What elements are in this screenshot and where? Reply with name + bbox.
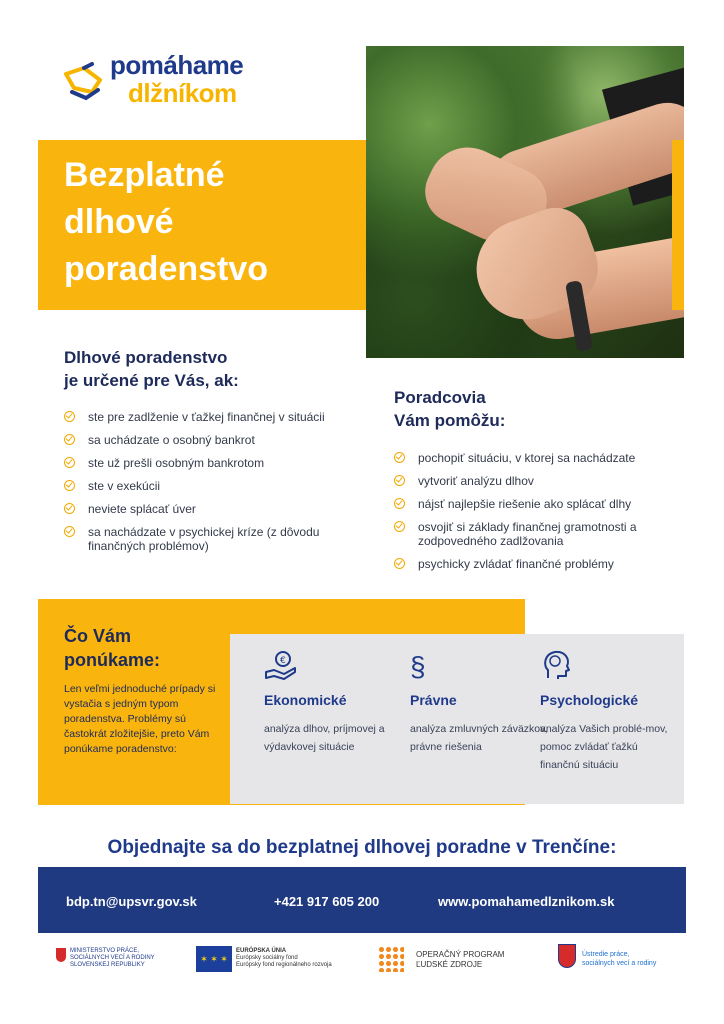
check-circle-icon	[64, 480, 75, 491]
offer-text: Len veľmi jednoduché prípady si vystačia s jedným typom poradenstva. Problémy sú častokrát zložitejšie, preto Vám ponúkame poradenstvo:	[64, 683, 216, 755]
service-desc: analýza Vašich problé-mov, pomoc zvládať ťažkú finančnú situáciu	[540, 723, 668, 771]
hero-title: Bezplatné dlhové poradenstvo	[64, 156, 269, 288]
logo-line2: dlžníkom	[128, 78, 237, 108]
check-circle-icon	[394, 475, 405, 486]
handshake-icon	[62, 58, 106, 106]
list-item: sa uchádzate o osobný bankrot	[64, 433, 364, 447]
money-hand-icon	[264, 648, 404, 686]
check-circle-icon	[64, 526, 75, 537]
contact-phone[interactable]: +421 917 605 200	[274, 894, 380, 909]
hero-photo-hands	[366, 46, 684, 358]
service-legal	[410, 648, 550, 756]
eligibility-list	[64, 410, 364, 553]
accent-strip	[672, 140, 684, 310]
svg-text:€: €	[280, 656, 286, 666]
advisors-help-list	[394, 451, 684, 571]
paragraph-icon: §	[410, 651, 426, 682]
service-desc: analýza zmluvných záväzkov, právne riešenia	[410, 723, 548, 753]
contact-email-link[interactable]: bdp.tn@upsvr.gov.sk	[66, 894, 197, 909]
list-item: psychicky zvládať finančné problémy	[394, 557, 684, 571]
check-circle-icon	[64, 503, 75, 514]
contact-website-link[interactable]: www.pomahamedlznikom.sk	[438, 894, 615, 909]
list-item: vytvoriť analýzu dlhov	[394, 474, 684, 488]
check-circle-icon	[394, 521, 405, 532]
op-logo: OPERAČNÝ PROGRAM ĽUDSKÉ ZDROJE	[378, 944, 518, 980]
check-circle-icon	[64, 457, 75, 468]
logo	[62, 46, 292, 116]
service-desc: analýza dlhov, príjmovej a výdavkovej situácie	[264, 723, 385, 753]
check-circle-icon	[64, 434, 75, 445]
check-circle-icon	[394, 498, 405, 509]
service-name: Právne	[410, 692, 457, 708]
eu-logo: ✶ ✶ ✶ EURÓPSKA ÚNIA Európsky sociálny fond Európsky fond regionálneho rozvoja	[196, 944, 336, 980]
check-circle-icon	[394, 452, 405, 463]
service-economic	[264, 648, 404, 756]
check-circle-icon	[64, 411, 75, 422]
coat-of-arms-icon	[56, 948, 66, 962]
service-psychological	[540, 648, 680, 774]
call-to-action: Objednajte sa do bezplatnej dlhovej poradne v Trenčíne:	[107, 837, 617, 858]
list-item: ste pre zadlženie v ťažkej finančnej v situácii	[64, 410, 364, 424]
list-item: nájsť najlepšie riešenie ako splácať dlhy	[394, 497, 684, 511]
list-item: sa nachádzate v psychickej kríze (z dôvodu finančných problémov)	[64, 525, 364, 553]
right-heading: Poradcovia Vám pomôžu:	[394, 388, 506, 430]
list-item: neviete splácať úver	[64, 502, 364, 516]
coat-of-arms-icon	[558, 944, 576, 968]
list-item: pochopiť situáciu, v ktorej sa nachádzate	[394, 451, 684, 465]
brain-head-icon	[540, 648, 680, 686]
dots-grid-icon	[378, 946, 404, 972]
service-name: Psychologické	[540, 692, 639, 708]
logo-line1: pomáhame	[110, 50, 244, 80]
offer-title: Čo Vám ponúkame:	[64, 626, 161, 670]
ministry-logo: MINISTERSTVO PRÁCE, SOCIÁLNYCH VECÍ A RODINY SLOVENSKEJ REPUBLIKY	[56, 944, 166, 980]
left-heading: Dlhové poradenstvo je určené pre Vás, ak:	[64, 348, 239, 390]
upsvr-logo: Ústredie práce, sociálnych vecí a rodiny	[558, 944, 688, 980]
check-circle-icon	[394, 558, 405, 569]
service-name: Ekonomické	[264, 692, 347, 708]
list-item: ste v exekúcii	[64, 479, 364, 493]
list-item: ste už prešli osobným bankrotom	[64, 456, 364, 470]
list-item: osvojiť si základy finančnej gramotnosti a zodpovedného zadlžovania	[394, 520, 684, 548]
